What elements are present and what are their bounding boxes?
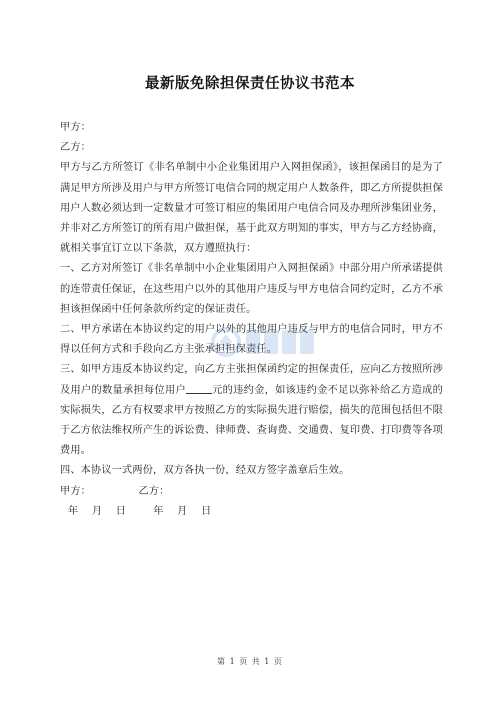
watermark-logo: [210, 318, 320, 366]
date-line: 年 月 日 年 月 日: [68, 505, 212, 517]
party-a-label: 甲方：: [60, 122, 92, 133]
clause-2: 二、甲方承诺在本协议约定的用户以外的其他用户违反与甲方的电信合同时，甲方不得以任何方式和手段向乙方主张承担担保责任。: [60, 324, 443, 356]
signature-line: 甲方： 乙方：: [60, 485, 170, 497]
clause-1: 一、乙方对所签订《非名单制中小企业集团用户入网担保函》中部分用户所承诺提供的连带责任保证，在这些用户以外的其他用户违反与甲方电信合同约定时，乙方不承担该担保函中任何条款所约定的保证责任。: [60, 263, 443, 315]
penalty-amount-blank: [186, 381, 212, 394]
clause-3-part-2: 元的违约金，如该违约金不足以弥补给乙方造成的实际损失，乙方有权要求甲方按照乙方的实际损失进行赔偿，损失的范围包括但不限于乙方依法维权所产生的诉讼费、律师费、查询费、交通费、复印费、打印费等各项费用。: [60, 384, 443, 457]
party-b-label: 乙方：: [60, 142, 92, 154]
page-footer: 第 1 页 共 1 页: [217, 657, 283, 666]
clause-3: [60, 360, 443, 461]
document-title: 最新版免除担保责任协议书范本: [145, 76, 355, 92]
clause-4: 四、本协议一式两份，双方各执一份，经双方签字盖章后生效。: [60, 465, 350, 477]
intro-paragraph: 甲方与乙方所签订《非名单制中小企业集团用户入网担保函》，该担保函目的是为了满足甲方所涉及用户与甲方所签订电信合同的规定用户人数条件，即乙方所提供担保用户人数必须达到一定数量才可签订相应的集团用户电信合同及办理所涉集团业务，并非对乙方所签订的所有用户做担保，基于此双方明知的事实，甲方与乙方经协商，就相关事宜订立以下条款，双方遵照执行：: [60, 162, 443, 255]
clause-3-part-1: 三、如甲方违反本协议约定，向乙方主张担保函约定的担保责任，应向乙方按照所涉及用户的数量承担每位用户: [60, 364, 443, 396]
